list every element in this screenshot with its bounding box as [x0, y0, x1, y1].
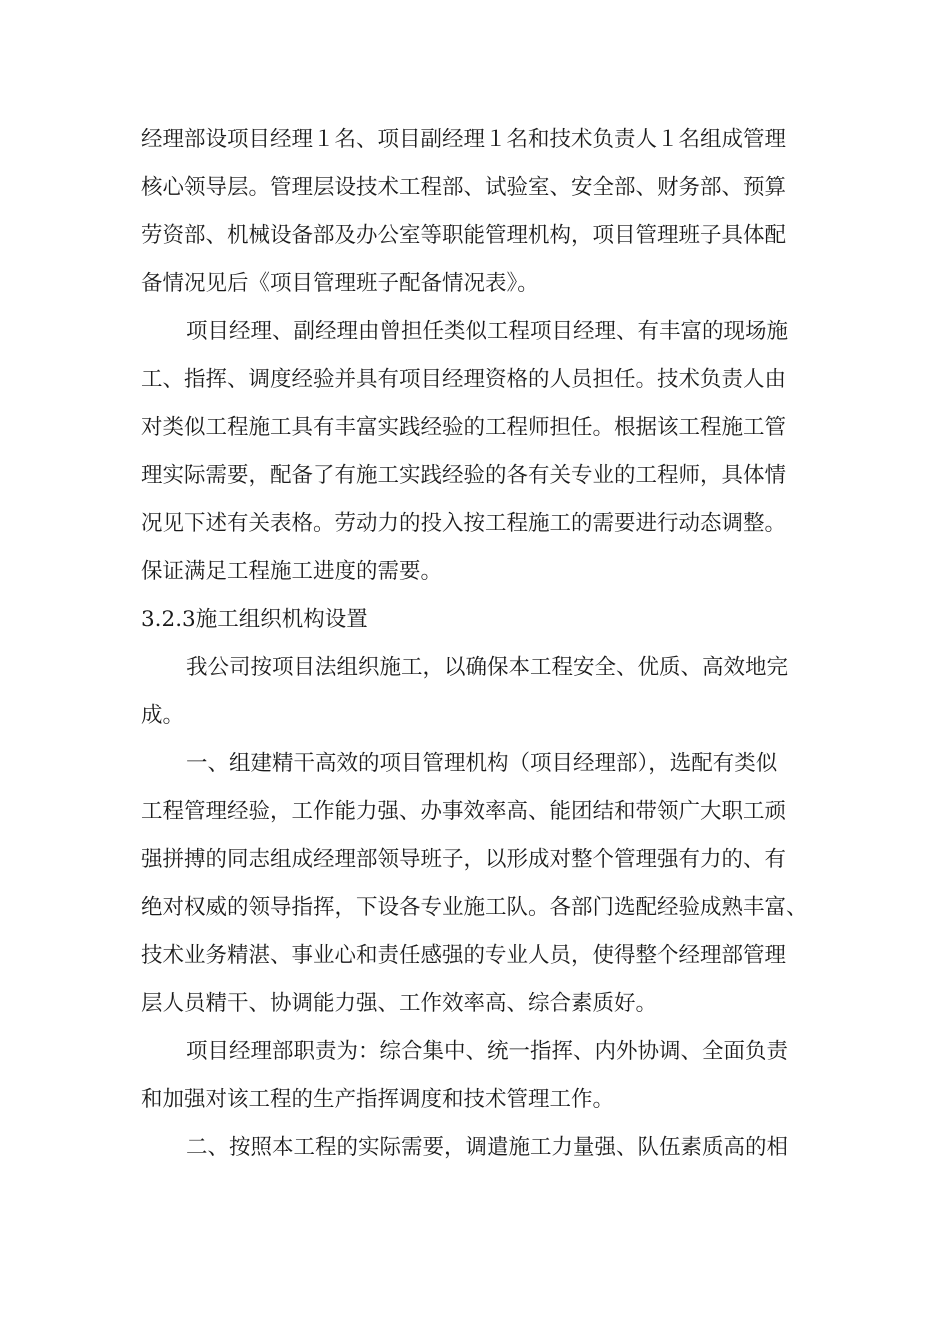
text-line: 保证满足工程施工进度的需要。 — [141, 559, 443, 584]
text-line: 工、指挥、调度经验并具有项目经理资格的人员担任。技术负责人由 — [141, 367, 787, 392]
text-line: 和加强对该工程的生产指挥调度和技术管理工作。 — [141, 1087, 615, 1112]
paragraph-responsibilities — [141, 1028, 831, 1124]
text-line: 备情况见后《项目管理班子配备情况表》。 — [141, 271, 539, 296]
text-line: 一、组建精干高效的项目管理机构（项目经理部），选配有类似 — [186, 751, 778, 776]
text-line: 技术业务精湛、事业心和责任感强的专业人员，使得整个经理部管理 — [141, 943, 787, 968]
text-line: 核心领导层。管理层设技术工程部、试验室、安全部、财务部、预算 — [141, 175, 787, 200]
section-heading — [141, 596, 831, 644]
paragraph-management-layer — [141, 116, 831, 308]
text-line: 项目经理、副经理由曾担任类似工程项目经理、有丰富的现场施 — [186, 319, 789, 344]
paragraph-item-two — [141, 1124, 831, 1172]
text-line: 劳资部、机械设备部及办公室等职能管理机构，项目管理班子具体配 — [141, 223, 787, 248]
text-line: 经理部设项目经理１名、项目副经理１名和技术负责人１名组成管理 — [141, 127, 787, 152]
text-line: 二、按照本工程的实际需要，调遣施工力量强、队伍素质高的相 — [186, 1135, 789, 1160]
text-line: 我公司按项目法组织施工，以确保本工程安全、优质、高效地完 — [186, 655, 789, 680]
text-line: 绝对权威的领导指挥，下设各专业施工队。各部门选配经验成熟丰富、 — [141, 895, 808, 920]
text-line: 工程管理经验，工作能力强、办事效率高、能团结和带领广大职工顽 — [141, 799, 787, 824]
text-line: 成。 — [141, 703, 185, 728]
paragraph-item-one — [141, 740, 831, 1028]
document-body — [141, 116, 831, 1172]
text-line: 况见下述有关表格。劳动力的投入按工程施工的需要进行动态调整。 — [141, 511, 787, 536]
text-line: 项目经理部职责为：综合集中、统一指挥、内外协调、全面负责 — [186, 1039, 789, 1064]
text-line: 对类似工程施工具有丰富实践经验的工程师担任。根据该工程施工管 — [141, 415, 787, 440]
text-line: 理实际需要，配备了有施工实践经验的各有关专业的工程师，具体情 — [141, 463, 787, 488]
text-line: 强拼搏的同志组成经理部领导班子，以形成对整个管理强有力的、有 — [141, 847, 787, 872]
paragraph-project-manager — [141, 308, 831, 596]
paragraph-project-method — [141, 644, 831, 740]
text-line: 层人员精干、协调能力强、工作效率高、综合素质好。 — [141, 991, 658, 1016]
section-heading-text: 3.2.3施工组织机构设置 — [141, 607, 368, 632]
